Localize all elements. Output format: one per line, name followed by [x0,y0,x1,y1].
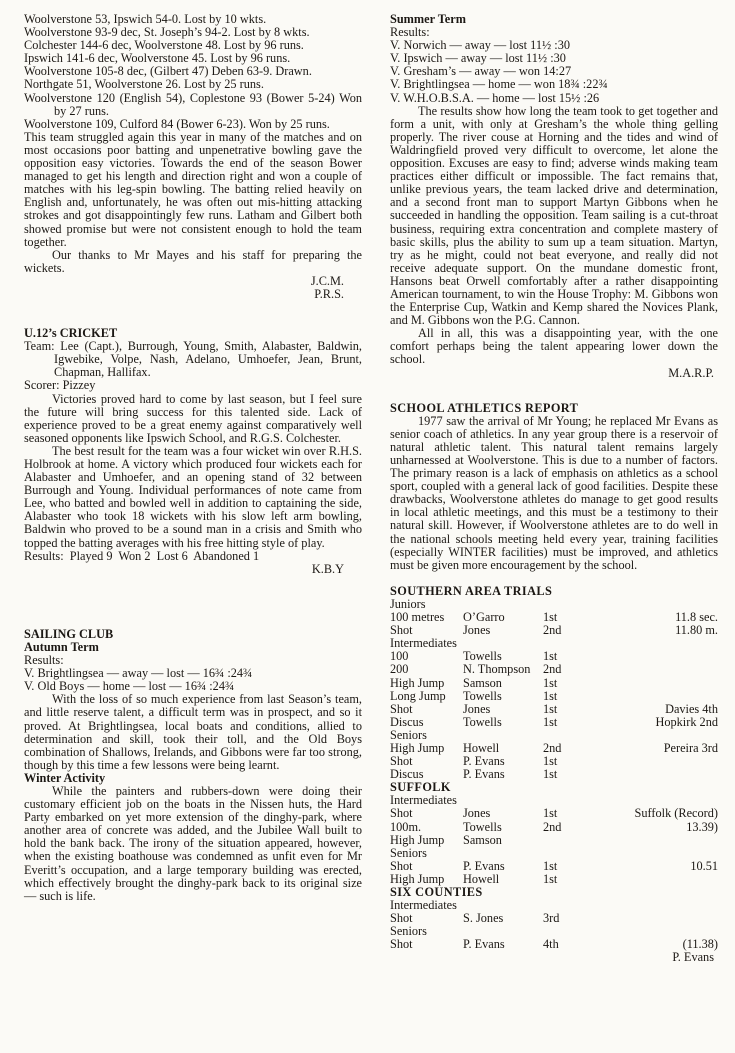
signature-prs: P.R.S. [314,286,344,301]
athletics-result-row [390,703,718,716]
summer-result-line: V. Ipswich — away — lost 11½ :30 [390,51,566,66]
cell-athlete: Jones [463,806,491,821]
cell-place: 1st [543,871,558,886]
cell-athlete: Towells [463,714,502,729]
cell-athlete: Towells [463,819,502,834]
athletics-group-label: Juniors [390,596,426,611]
sailing-club-heading: SAILING CLUB [24,626,114,641]
cell-result: (11.38) [682,937,718,952]
cell-place: 1st [543,701,558,716]
cell-result: Davies 4th [665,701,718,716]
cricket-result-line: Ipswich 141-6 dec, Woolverstone 45. Lost by 96 runs. [24,51,291,66]
autumn-term-heading: Autumn Term [24,639,99,654]
cell-athlete: Samson [463,675,502,690]
summer-term-heading: Summer Term [390,12,466,26]
u12-team-line: Team: Lee (Capt.), Burrough, Young, Smith, Alabaster, Baldwin, Igwebike, Volpe, Nash, Adelano, Umhoefer, Jean, Brunt, Chapman, Hallifax. [24,339,362,380]
southern-area-trials-heading: SOUTHERN AREA TRIALS [390,583,553,598]
cell-event: High Jump [390,675,445,690]
cell-result: 11.8 sec. [675,610,718,625]
athletics-result-row [390,860,718,873]
summer-result-line: V. Gresham’s — away — won 14:27 [390,64,572,79]
cell-place: 1st [543,806,558,821]
cell-place: 3rd [543,911,560,926]
u12-scorer-line: Scorer: Pizzey [24,378,96,393]
cell-event: 200 [390,662,409,677]
signature-jcm: J.C.M. [310,273,344,288]
cricket-results-list [24,13,362,131]
autumn-results-label: Results: [24,653,64,668]
athletics-group-label: Intermediates [390,793,457,808]
athletics-paragraph: 1977 saw the arrival of Mr Young; he replaced Mr Evans as senior coach of athletics. In any year group there is a reservoir of natural athletic talent. This natural talent remains largely unharnessed at Woolverstone. This is due to a number of factors. The primary reason is a lack of emphasis on athletics as a school sport, coupled with a general lack of good facilities. Despite these drawbacks, Woolverstone athletes do manage to get good results in local athletic meetings, and this must be a testimony to their natural skill. However, if Woolverstone athletes are to do well in the national schools meeting held every year, training facilities (especially WINTER facilities) must be improved, and athletics must be given more encouragement by the school. [390,413,718,572]
cricket-result-line: Woolverstone 120 (English 54), Coplestone 93 (Bower 5-24) Won by 27 runs. [24,90,362,118]
athletics-group-label: Seniors [390,924,427,939]
cell-event: Discus [390,767,424,782]
cell-place: 2nd [543,662,562,677]
cell-event: 100 [390,649,409,664]
cell-event: High Jump [390,832,445,847]
cricket-result-line: Woolverstone 93-9 dec, St. Joseph’s 94-2. Lost by 8 wkts. [24,25,310,40]
cell-result [595,834,718,847]
cell-result: 10.51 [690,858,718,873]
autumn-results-list [24,667,362,693]
autumn-result-line: V. Old Boys — home — lost — 16¾ :24¾ [24,679,235,694]
cell-event: Shot [390,911,413,926]
u12-results-line: Results: Played 9 Won 2 Lost 6 Abandoned 1 [24,548,260,563]
cell-athlete: P. Evans [463,858,505,873]
cell-event: Long Jump [390,688,446,703]
athletics-result-row [390,807,718,820]
cell-athlete: O’Garro [463,610,505,625]
cell-result: Hopkirk 2nd [655,714,718,729]
cell-athlete: S. Jones [463,911,504,926]
athletics-result-row [390,677,718,690]
cell-place: 2nd [543,740,562,755]
signature-kby: K.B.Y [311,561,344,576]
cell-event: High Jump [390,740,445,755]
autumn-paragraph: With the loss of so much experience from last Season’s team, and little reserve talent, a difficult term was in prospect, and so it proved. At Brightlingsea, local boats and conditions, allied to determination and skill, took their toll, and the Old Boys combination of Shallows, Irelands, and Gibbons were far too strong, though by this time a few lessons were being learnt. [24,692,362,772]
cell-result: 13.39) [686,819,718,834]
cricket-thanks-paragraph: Our thanks to Mr Mayes and his staff for preparing the wickets. [24,247,362,275]
summer-result-line: V. W.H.O.B.S.A. — home — lost 15½ :26 [390,90,600,105]
cell-place: 1st [543,767,558,782]
cell-athlete: Howell [463,871,500,886]
athletics-result-row [390,663,718,676]
athletics-result-row [390,912,718,925]
athletics-table [390,598,718,965]
summer-result-line: V. Norwich — away — lost 11½ :30 [390,38,570,53]
athletics-result-row [390,821,718,834]
athletics-section-heading: SIX COUNTIES [390,885,483,899]
summer-results-label: Results: [390,25,430,40]
cell-place: 2nd [543,819,562,834]
cell-athlete: Towells [463,649,502,664]
autumn-result-line: V. Brightlingsea — away — lost — 16¾ :24¾ [24,666,253,681]
cell-athlete: Towells [463,688,502,703]
cell-place: 1st [543,754,558,769]
cell-place: 4th [543,937,559,952]
cell-result [595,650,718,663]
cell-event: Shot [390,858,413,873]
cell-result [595,663,718,676]
cell-event: High Jump [390,871,445,886]
cell-place: 1st [543,649,558,664]
cell-place [543,834,595,847]
right-column [390,13,718,965]
cell-place: 1st [543,714,558,729]
athletics-signature: P. Evans [672,950,714,965]
cell-result [595,755,718,768]
cell-result: Pereira 3rd [663,740,718,755]
summer-paragraph-2: All in all, this was a disappointing year, with the one comfort perhaps being the talent appearing lower down the school. [390,326,718,367]
cricket-result-line: Woolverstone 105-8 dec, (Gilbert 47) Deben 63-9. Drawn. [24,64,312,79]
cell-athlete: Jones [463,623,491,638]
cricket-result-line: Colchester 144-6 dec, Woolverstone 48. Lost by 96 runs. [24,38,304,53]
athletics-result-row [390,716,718,729]
cell-result [595,912,718,925]
cell-event: 100m. [390,819,422,834]
cell-result: Suffolk (Record) [634,806,718,821]
cricket-summary-paragraph: This team struggled again this year in many of the matches and on most occasions poor batting and unpenetrative bowling gave the opposition easy victories. Towards the end of the season Bower managed to get his length and direction right and won a couple of matches with his leg-spin bowling. The batting relied heavily on English and, unfortunately, he was often out mis-hitting attacking strokes and got disappointingly few runs. Latham and Gilbert both showed promise but were not consistent enough to hold the team together. [24,129,362,249]
cell-event: Shot [390,701,413,716]
cell-event: Shot [390,806,413,821]
cell-event: Shot [390,623,413,638]
cell-event: Shot [390,937,413,952]
cell-place: 1st [543,675,558,690]
athletics-group-label: Intermediates [390,898,457,913]
u12-paragraph-2: The best result for the team was a four wicket win over R.H.S. Holbrook at home. A victory which produced four wickets each for Alabaster and Umhoefer, and an opening stand of 32 between Burrough and Young. Individual performances of note came from Lee, who batted and bowled well in addition to captaining the side, Alabaster who took 18 wickets with his slow left arm bowling, Baldwin who proved to be a sound man in a crisis and Smith who topped the batting averages with his free hitting style of play. [24,443,362,550]
summer-results-list [390,39,718,104]
athletics-result-row [390,938,718,951]
cell-result [595,690,718,703]
signature-marp: M.A.R.P. [668,365,714,380]
cell-result [595,768,718,781]
cell-athlete: P. Evans [463,767,505,782]
cricket-result-line: Northgate 51, Woolverstone 26. Lost by 25 runs. [24,77,264,92]
athletics-report-heading: SCHOOL ATHLETICS REPORT [390,400,579,415]
cell-event: Shot [390,754,413,769]
winter-paragraph: While the painters and rubbers-down were doing their customary efficient job on the boats in the Nissen huts, the Hard Party embarked on yet more extension of the dinghy-park, where another area of concrete was added, and the Jubilee Wall built to hold the bank back. The irony of the situation appeared, however, when the existing boathouse was condemned as unfit even for Mr Everitt’s occupation, and a large temporary building was erected, which effectively brought the dinghy-park back to its original size — such is life. [24,783,362,903]
cell-place: 1st [543,688,558,703]
u12-paragraph-1: Victories proved hard to come by last season, but I feel sure the future will bring success for this talented side. Lack of experience proved to be a great enemy against comparatively well seasoned opponents like Ipswich School, and R.G.S. Colchester. [24,391,362,445]
cell-place: 1st [543,858,558,873]
left-column [24,13,362,903]
cell-result [595,873,718,886]
cell-event: 100 metres [390,610,445,625]
athletics-group-label: Intermediates [390,636,457,651]
cell-athlete: Howell [463,740,500,755]
cell-athlete: Jones [463,701,491,716]
winter-activity-heading: Winter Activity [24,770,106,785]
cell-result: 11.80 m. [675,623,718,638]
athletics-section-heading: SUFFOLK [390,780,451,795]
summer-result-line: V. Brightlingsea — home — won 18¾ :22¾ [390,77,608,92]
u12-cricket-heading: U.12’s CRICKET [24,326,118,341]
cell-athlete: Samson [463,832,502,847]
cell-event: Discus [390,714,424,729]
athletics-result-row [390,690,718,703]
athletics-group-label: Seniors [390,845,427,860]
cricket-result-line: Woolverstone 109, Culford 84 (Bower 6-23). Won by 25 runs. [24,116,330,131]
cell-place: 1st [543,610,558,625]
cell-result [595,677,718,690]
cell-athlete: N. Thompson [463,662,531,677]
summer-paragraph-1: The results show how long the team took to get together and form a unit, with only at Gresham’s the whole thing gelling properly. The river couse at Horning and the tides and wind of Waldringfield proved very difficult to overcome, let alone the opposition. Excuses are easy to find; adverse winds making team practices either difficult or impossible. The fact remains that, unlike previous years, the team lacked drive and determination, and a second front man to support Martyn Gibbons when he succeeded in handling the opposition. Team sailing is a cut-throat business, requiring extra concentration and complete mastery of basic skills, plus the ability to sum up a team situation. Martyn, try as he might, could not beat everyone, and really did not receive adequate support. On the mundane domestic front, Hansons beat Orwell comfortably after a rather disappointing American tournament, to win the House Trophy: M. Gibbons won the Enterprise Cup, Watkin and Kemp shared the Novices Plank, and M. Gibbons won the P.G. Cannon. [390,103,718,328]
athletics-result-row [390,834,718,847]
athletics-group-label: Seniors [390,727,427,742]
cell-place: 2nd [543,623,562,638]
cell-athlete: P. Evans [463,937,505,952]
cell-athlete: P. Evans [463,754,505,769]
cricket-result-line: Woolverstone 53, Ipswich 54-0. Lost by 10 wkts. [24,12,267,26]
